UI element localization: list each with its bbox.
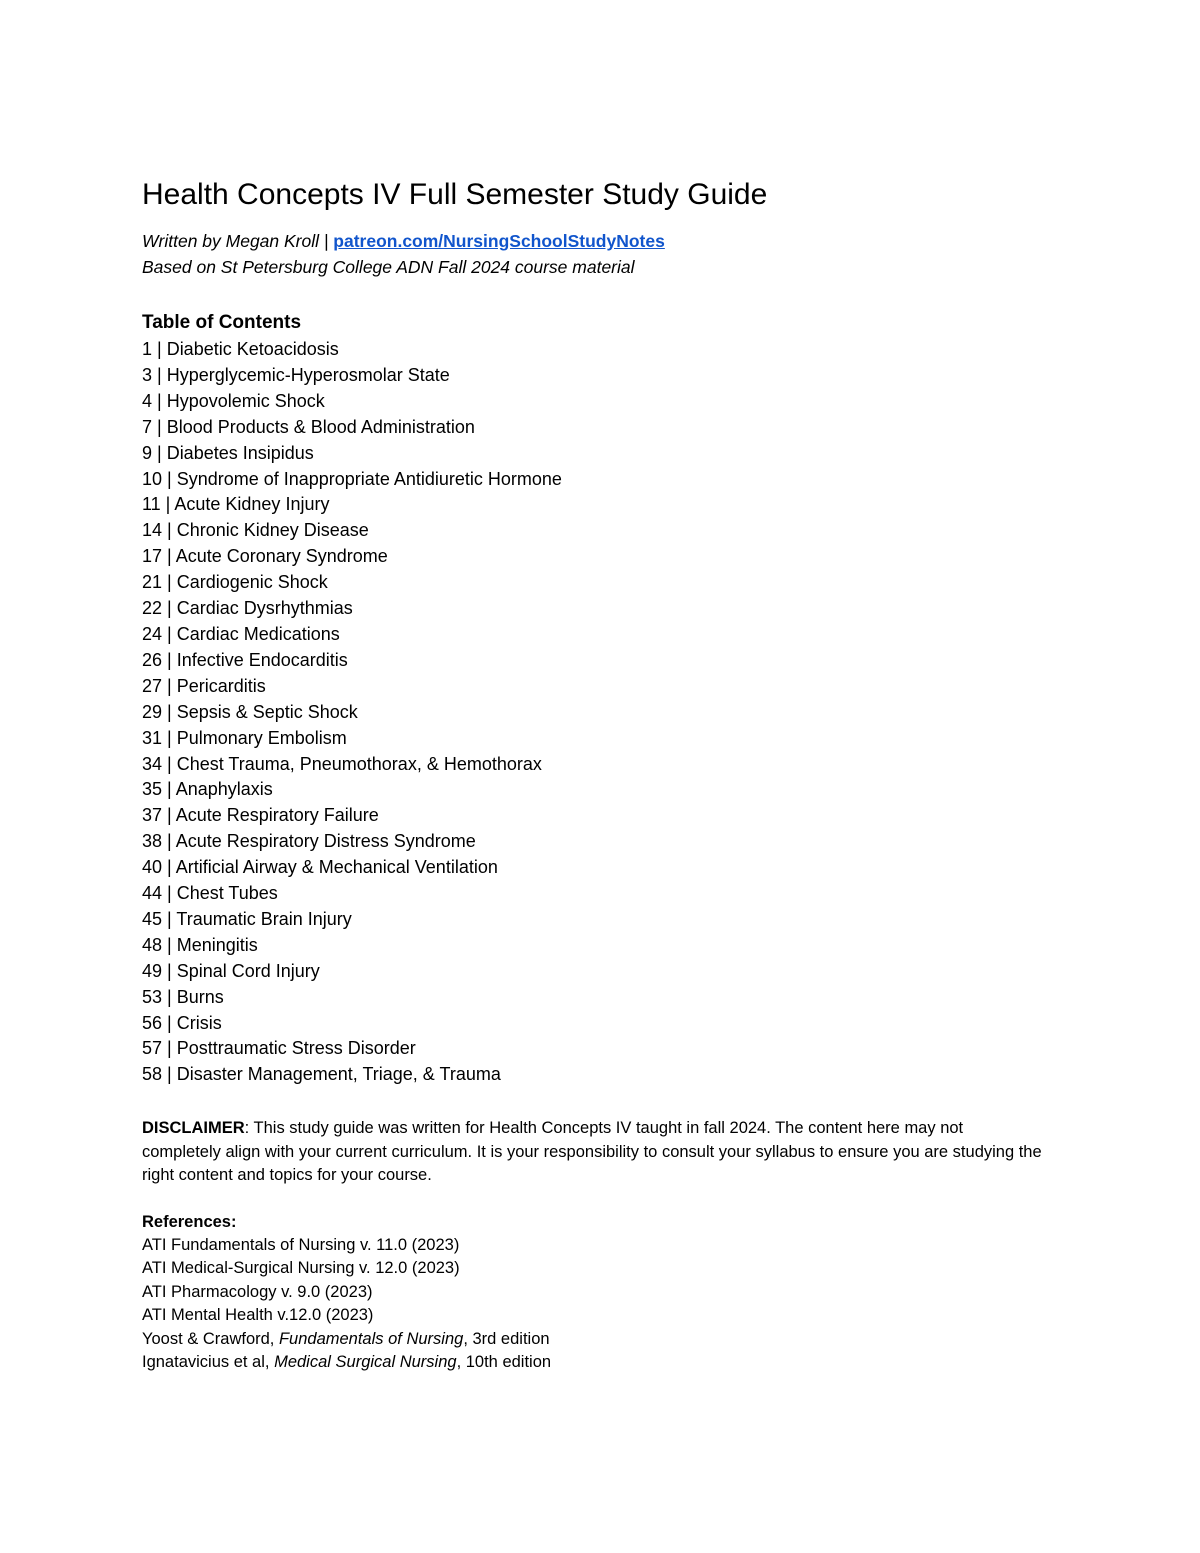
toc-item[interactable]: 7 | Blood Products & Blood Administration <box>142 416 475 437</box>
document-title: Health Concepts IV Full Semester Study Guide <box>142 178 768 211</box>
disclaimer-text: : This study guide was written for Health Concepts IV taught in fall 2024. The content here may not completely align with your current curriculum. It is your responsibility to consult your syllabus to ensure you are studying the right content and topics for your course. <box>142 1119 1042 1184</box>
author-text: Written by Megan Kroll | <box>142 231 334 251</box>
reference-edition: , 3rd edition <box>463 1329 550 1348</box>
references-list <box>142 1234 551 1374</box>
toc-item[interactable]: 37 | Acute Respiratory Failure <box>142 805 379 826</box>
author-line <box>142 229 665 253</box>
toc-item[interactable]: 14 | Chronic Kidney Disease <box>142 520 369 541</box>
toc-item[interactable]: 49 | Spinal Cord Injury <box>142 960 320 981</box>
toc-heading: Table of Contents <box>142 312 302 333</box>
toc-item[interactable]: 53 | Burns <box>142 986 224 1007</box>
toc-item[interactable]: 24 | Cardiac Medications <box>142 623 340 644</box>
toc-item[interactable]: 56 | Crisis <box>142 1012 222 1033</box>
toc-item[interactable]: 3 | Hyperglycemic-Hyperosmolar State <box>142 364 450 385</box>
patreon-link[interactable]: patreon.com/NursingSchoolStudyNotes <box>333 231 665 251</box>
toc-item[interactable]: 38 | Acute Respiratory Distress Syndrome <box>142 831 476 852</box>
reference-item <box>142 1328 551 1351</box>
toc-item[interactable]: 17 | Acute Coronary Syndrome <box>142 546 388 567</box>
reference-item <box>142 1351 551 1374</box>
reference-item <box>142 1281 551 1304</box>
reference-book-title: Medical Surgical Nursing <box>274 1353 457 1372</box>
toc-item[interactable]: 1 | Diabetic Ketoacidosis <box>142 339 339 359</box>
reference-text: ATI Fundamentals of Nursing v. 11.0 (2023) <box>142 1236 460 1254</box>
toc-item[interactable]: 29 | Sepsis & Septic Shock <box>142 701 358 722</box>
toc-item[interactable]: 27 | Pericarditis <box>142 675 266 696</box>
disclaimer-label: DISCLAIMER <box>142 1119 245 1137</box>
reference-text: Ignatavicius et al, <box>142 1353 275 1372</box>
toc-item[interactable]: 40 | Artificial Airway & Mechanical Ventilation <box>142 857 498 878</box>
toc-item[interactable]: 22 | Cardiac Dysrhythmias <box>142 598 353 619</box>
reference-item <box>142 1234 551 1257</box>
toc-item[interactable]: 48 | Meningitis <box>142 934 258 955</box>
reference-text: ATI Pharmacology v. 9.0 (2023) <box>142 1282 373 1301</box>
reference-edition: , 10th edition <box>456 1353 552 1372</box>
toc-item[interactable]: 34 | Chest Trauma, Pneumothorax, & Hemothorax <box>142 753 542 774</box>
toc-item[interactable]: 21 | Cardiogenic Shock <box>142 572 328 593</box>
reference-text: Yoost & Crawford, <box>142 1329 279 1348</box>
course-source-line: Based on St Petersburg College ADN Fall 2024 course material <box>142 257 635 277</box>
references-heading: References: <box>142 1213 237 1231</box>
disclaimer <box>142 1117 1042 1188</box>
toc-item[interactable]: 26 | Infective Endocarditis <box>142 649 348 670</box>
toc-item[interactable]: 45 | Traumatic Brain Injury <box>142 908 352 929</box>
reference-text: ATI Medical-Surgical Nursing v. 12.0 (2023) <box>142 1259 460 1278</box>
reference-item <box>142 1304 551 1327</box>
toc-item[interactable]: 58 | Disaster Management, Triage, & Trauma <box>142 1064 501 1085</box>
toc-item[interactable]: 4 | Hypovolemic Shock <box>142 390 325 411</box>
toc-list <box>142 337 562 1088</box>
reference-book-title: Fundamentals of Nursing <box>278 1329 464 1348</box>
reference-item <box>142 1257 551 1280</box>
toc-item[interactable]: 35 | Anaphylaxis <box>142 779 273 800</box>
toc-item[interactable]: 57 | Posttraumatic Stress Disorder <box>142 1038 416 1059</box>
toc-item[interactable]: 31 | Pulmonary Embolism <box>142 727 347 748</box>
toc-item[interactable]: 11 | Acute Kidney Injury <box>142 494 330 515</box>
toc-item[interactable]: 9 | Diabetes Insipidus <box>142 442 314 463</box>
toc-item[interactable]: 10 | Syndrome of Inappropriate Antidiuretic Hormone <box>142 468 562 489</box>
reference-text: ATI Mental Health v.12.0 (2023) <box>142 1306 374 1325</box>
toc-item[interactable]: 44 | Chest Tubes <box>142 883 278 904</box>
